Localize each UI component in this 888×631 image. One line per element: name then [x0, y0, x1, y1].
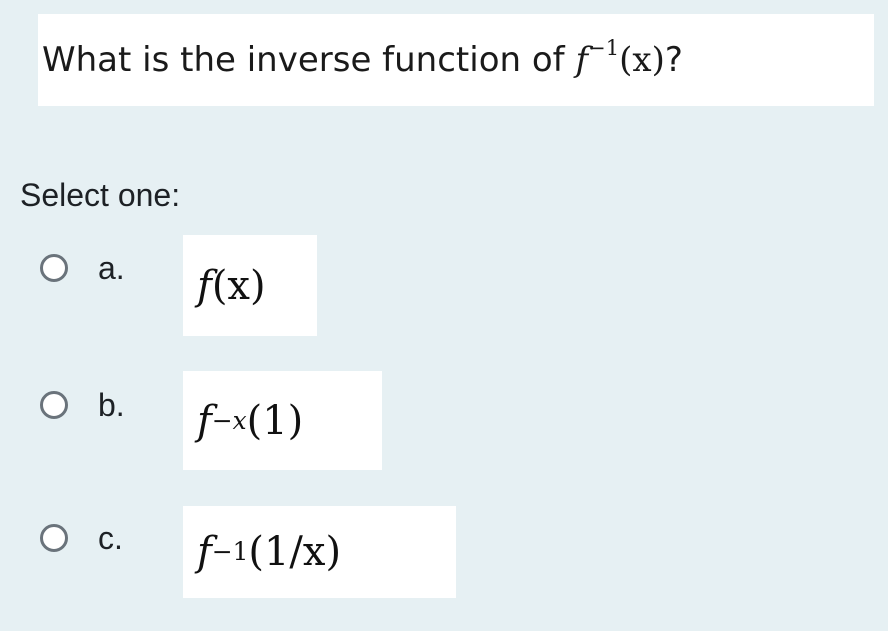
- answer-formula-b: [183, 371, 382, 470]
- question-mark: ?: [664, 40, 683, 80]
- answer-formula-c: f −1 (1/x): [183, 506, 456, 598]
- answer-formula-a: [183, 235, 317, 336]
- radio-button-c[interactable]: [40, 524, 68, 552]
- option-letter-b: b.: [98, 387, 125, 423]
- radio-button-b[interactable]: [40, 391, 68, 419]
- answer-option-a[interactable]: [40, 248, 125, 288]
- answer-option-b[interactable]: [40, 385, 125, 425]
- question-argument: (x): [619, 40, 665, 80]
- formula-b-exponent-var: x: [232, 405, 247, 435]
- formula-b-func: f: [197, 397, 212, 444]
- select-one-label: Select one:: [20, 177, 181, 213]
- option-letter-a: a.: [98, 250, 125, 286]
- question-formula: [575, 35, 665, 80]
- formula-b-exponent-sign: −: [211, 405, 233, 435]
- formula-c-func: f: [197, 529, 212, 575]
- formula-a-argument: (x): [211, 262, 266, 309]
- question-prompt: What is the inverse function of: [42, 40, 565, 80]
- answer-option-c[interactable]: [40, 518, 123, 558]
- question-text: [38, 14, 874, 106]
- option-letter-c: c.: [98, 520, 123, 556]
- formula-c-argument: (1/x): [248, 529, 342, 575]
- formula-b-argument: (1): [246, 397, 304, 444]
- formula-a-func: f: [197, 262, 212, 309]
- radio-button-a[interactable]: [40, 254, 68, 282]
- question-exponent: −1: [588, 35, 620, 61]
- question-func: f: [575, 40, 589, 80]
